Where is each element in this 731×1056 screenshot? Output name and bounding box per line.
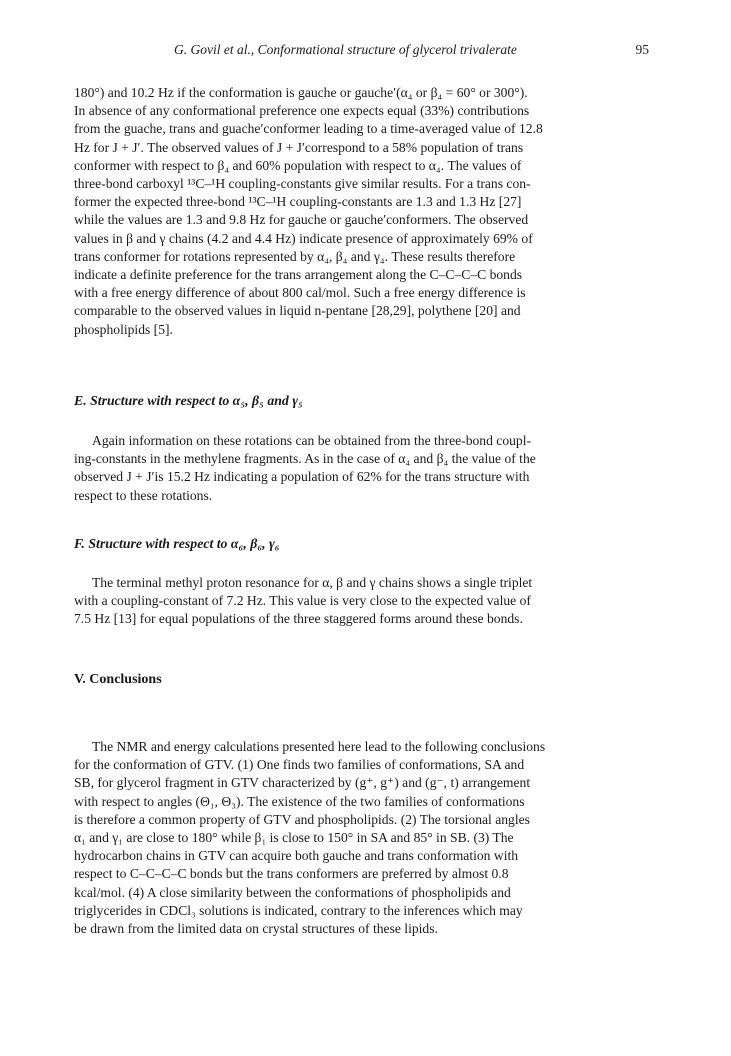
section-f-heading: F. Structure with respect to α₆, β₆, γ₆ — [74, 536, 280, 551]
text-line: The NMR and energy calculations presented here lead to the following conclusions — [92, 739, 546, 754]
text-line: observed J + J′is 15.2 Hz indicating a population of 62% for the trans structure with — [74, 469, 530, 485]
text-line: Again information on these rotations can be obtained from the three-bond coupl- — [92, 433, 532, 448]
text-line: ing-constants in the methylene fragments. As in the case of α₄ and β₄ the value of the — [74, 451, 536, 467]
text-line: with respect to angles (Θ₁, Θ₃). The existence of the two families of conformations — [74, 793, 525, 809]
text-line: with a free energy difference of about 800 cal/mol. Such a free energy difference is — [74, 285, 526, 301]
text-line: α₁ and γ₁ are close to 180° while β₁ is close to 150° in SA and 85° in SB. (3) The — [74, 830, 514, 846]
text-line: values in β and γ chains (4.2 and 4.4 Hz) indicate presence of approximately 69% of — [74, 230, 533, 246]
text-line: respect to C–C–C–C bonds but the trans conformers are preferred by almost 0.8 — [74, 866, 509, 882]
text-line: indicate a definite preference for the trans arrangement along the C–C–C–C bonds — [74, 267, 523, 283]
text-line: is therefore a common property of GTV and phospholipids. (2) The torsional angles — [74, 811, 530, 827]
text-line: 180°) and 10.2 Hz if the conformation is gauche or gauche′(α₄ or β₄ = 60° or 300°). — [74, 85, 528, 100]
section-e-paragraph — [74, 432, 656, 505]
running-head: G. Govil et al., Conformational structure of glycerol trivalerate — [174, 42, 517, 57]
text-line: SB, for glycerol fragment in GTV characterized by (g⁺, g⁺) and (g⁻, t) arrangement — [74, 775, 531, 791]
text-line: phospholipids [5]. — [74, 321, 173, 337]
text-line: triglycerides in CDCl₃ solutions is indicated, contrary to the inferences which may — [74, 902, 523, 918]
conclusions-paragraph — [74, 738, 656, 938]
text-line: conformer with respect to β₄ and 60% population with respect to α₄. The values of — [74, 157, 522, 173]
text-line: be drawn from the limited data on crystal structures of these lipids. — [74, 921, 438, 937]
text-line: for the conformation of GTV. (1) One finds two families of conformations, SA and — [74, 757, 525, 773]
text-line: with a coupling-constant of 7.2 Hz. This value is very close to the expected value of — [74, 593, 531, 609]
text-line: respect to these rotations. — [74, 487, 213, 503]
text-line: three-bond carboxyl ¹³C–¹H coupling-constants give similar results. For a trans con- — [74, 176, 531, 192]
section-e-heading: E. Structure with respect to α₅, β₅ and γ₅ — [74, 393, 303, 408]
page-number: 95 — [635, 42, 649, 57]
text-line: former the expected three-bond ¹³C–¹H coupling-constants are 1.3 and 1.3 Hz [27] — [74, 194, 522, 210]
text-line: hydrocarbon chains in GTV can acquire both gauche and trans conformation with — [74, 848, 519, 864]
text-line: The terminal methyl proton resonance for α, β and γ chains shows a single triplet — [92, 575, 533, 590]
text-line: kcal/mol. (4) A close similarity between the conformations of phospholipids and — [74, 884, 511, 900]
paragraph-trans-gauche-analysis — [74, 84, 656, 339]
text-line: Hz for J + J′. The observed values of J + J′correspond to a 58% population of trans — [74, 139, 524, 155]
page-header — [72, 42, 659, 62]
text-line: In absence of any conformational preference one expects equal (33%) contributions — [74, 103, 530, 119]
text-line: 7.5 Hz [13] for equal populations of the three staggered forms around these bonds. — [74, 611, 523, 627]
section-f-paragraph — [74, 574, 656, 629]
conclusions-heading: V. Conclusions — [74, 672, 162, 687]
text-line: trans conformer for rotations represented by α₄, β₄ and γ₄. These results therefore — [74, 248, 516, 264]
text-line: comparable to the observed values in liquid n-pentane [28,29], polythene [20] and — [74, 303, 521, 319]
text-line: while the values are 1.3 and 9.8 Hz for gauche or gauche′conformers. The observed — [74, 212, 529, 228]
text-line: from the guache, trans and guache′conformer leading to a time-averaged value of 12.8 — [74, 121, 543, 137]
